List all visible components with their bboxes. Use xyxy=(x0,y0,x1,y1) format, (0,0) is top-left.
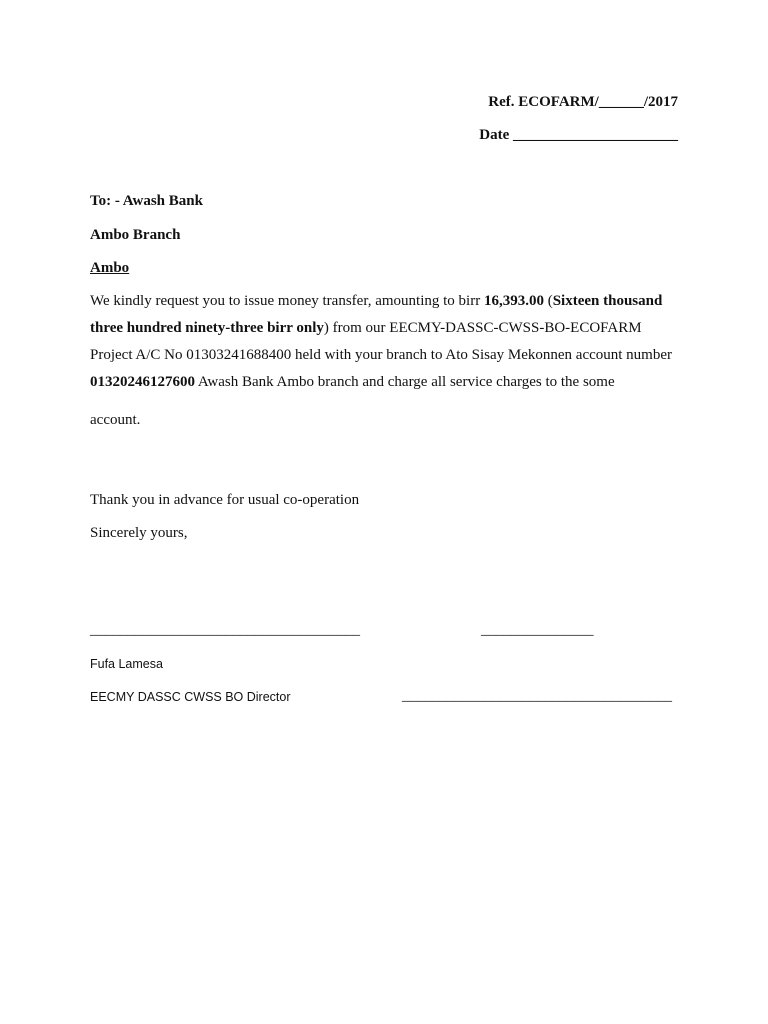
account-number: 01320246127600 xyxy=(90,374,195,390)
signer-name: Fufa Lamesa xyxy=(90,657,163,671)
recipient-to: To: - Awash Bank xyxy=(90,193,203,209)
transfer-amount: 16,393.00 xyxy=(483,293,544,309)
signature-line-middle: _______________ xyxy=(481,622,594,638)
signer-title: EECMY DASSC CWSS BO Director xyxy=(90,690,291,704)
body-text-part: Awash Bank Ambo branch and charge all service charges to the some xyxy=(195,374,615,390)
reference-number: Ref. ECOFARM/______/2017 xyxy=(488,94,678,110)
body-paragraph xyxy=(90,288,680,434)
signature-line-left: ____________________________________ xyxy=(90,622,360,638)
body-text-last-line: account. xyxy=(90,412,141,428)
body-text-part: ( xyxy=(543,293,553,309)
thanks-line: Thank you in advance for usual co-operation xyxy=(90,492,360,508)
signature-line-right: ____________________________________ xyxy=(402,688,672,704)
recipient-city: Ambo xyxy=(90,260,130,276)
body-text-part: ) from our EECMY-DASSC-CWSS-BO-ECOFARM Project A/C No 01303241688400 held with your branch to Ato Sisay Mekonnen account number xyxy=(90,320,673,363)
body-text-part: We kindly request you to issue money transfer, amounting to birr xyxy=(90,293,484,309)
amount-in-words: Sixteen thousand three hundred ninety-three birr only xyxy=(90,293,663,336)
recipient-branch: Ambo Branch xyxy=(90,227,181,243)
date-field: Date ______________________ xyxy=(479,127,678,143)
closing-salutation: Sincerely yours, xyxy=(90,525,188,541)
